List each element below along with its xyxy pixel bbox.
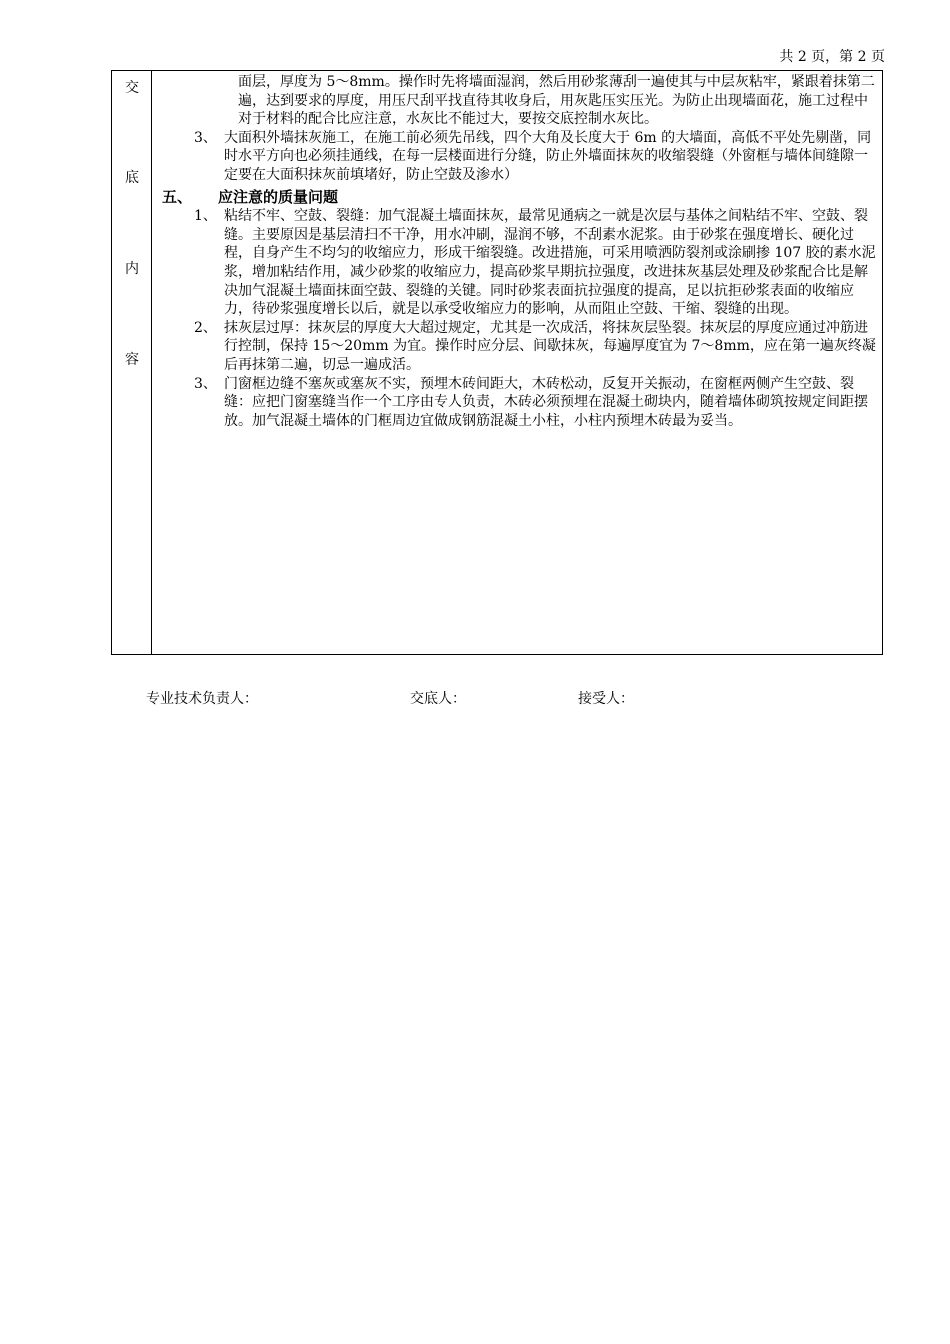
list-item [162,319,877,375]
footer-receiver: 接受人： [578,691,634,707]
item-number: 2、 [194,319,217,336]
side-label-char: 容 [125,352,139,368]
page-number: 共 2 页，第 2 页 [779,49,885,65]
item-text: 抹灰层过厚：抹灰层的厚度大大超过规定，尤其是一次成活，将抹灰层坠裂。抹灰层的厚度应通过冲筋进行控制，保持 15～20mm 为宜。操作时应分层、间歇抹灰，每遍厚度宜为 7～8mm，应在第一遍灰终凝后再抹第二遍，切忌一遍成活。 [224,319,876,373]
item-text: 粘结不牢、空鼓、裂缝：加气混凝土墙面抹灰，最常见通病之一就是次层与基体之间粘结不牢、空鼓、裂缝。主要原因是基层清扫不干净，用水冲刷，湿润不够，不刮素水泥浆。由于砂浆在强度增长、硬化过程，自身产生不均匀的收缩应力，形成干缩裂缝。改进措施，可采用喷洒防裂剂或涂刷掺 107 胶的素水泥浆，增加粘结作用，减少砂浆的收缩应力，提高砂浆早期抗拉强度，改进抹灰基层处理及砂浆配合比是解决加气混凝土墙面抹面空鼓、裂缝的关键。同时砂浆表面抗拉强度的提高，足以抗拒砂浆表面的收缩应力，待砂浆强度增长以后，就是以承受收缩应力的影响，从而阻止空鼓、干缩、裂缝的出现。 [224,208,876,318]
disclosure-table [111,70,883,655]
disclosure-content [162,73,877,430]
section-number: 五、 [162,187,193,206]
item-number: 1、 [194,208,217,225]
section-title: 应注意的质量问题 [218,187,339,206]
list-item [162,129,877,185]
side-label-char: 底 [125,170,139,186]
list-item [162,207,877,319]
list-item [162,375,877,431]
item-text: 大面积外墙抹灰施工，在施工前必须先吊线，四个大角及长度大于 6m 的大墙面，高低不平处先剔凿，同时水平方向也必须挂通线，在每一层楼面进行分缝，防止外墙面抹灰的收缩裂缝（外窗框与墙体间缝隙一定要在大面积抹灰前填堵好，防止空鼓及渗水） [224,129,872,183]
side-label-char: 内 [125,261,139,277]
item-text: 门窗框边缝不塞灰或塞灰不实，预埋木砖间距大，木砖松动，反复开关振动，在窗框两侧产生空鼓、裂缝：应把门窗塞缝当作一个工序由专人负责，木砖必须预埋在混凝土砌块内，随着墙体砌筑按规定间距摆放。加气混凝土墙体的门框周边宜做成钢筋混凝土小柱，小柱内预埋木砖最为妥当。 [224,375,868,429]
side-label-column [112,71,152,654]
continuation-paragraph: 面层，厚度为 5～8mm。操作时先将墙面湿润，然后用砂浆薄刮一遍使其与中层灰粘牢，紧跟着抹第二遍，达到要求的厚度，用压尺刮平找直待其收身后，用灰匙压实压光。为防止出现墙面花，施工过程中对于材料的配合比应注意，水灰比不能过大，要按交底控制水灰比。 [238,74,875,128]
footer-tech-lead: 专业技术负责人： [146,691,258,707]
side-label-char: 交 [125,80,139,96]
footer-discloser: 交底人： [410,691,466,707]
item-number: 3、 [194,129,217,146]
section-heading [162,188,877,207]
item-number: 3、 [194,375,217,392]
